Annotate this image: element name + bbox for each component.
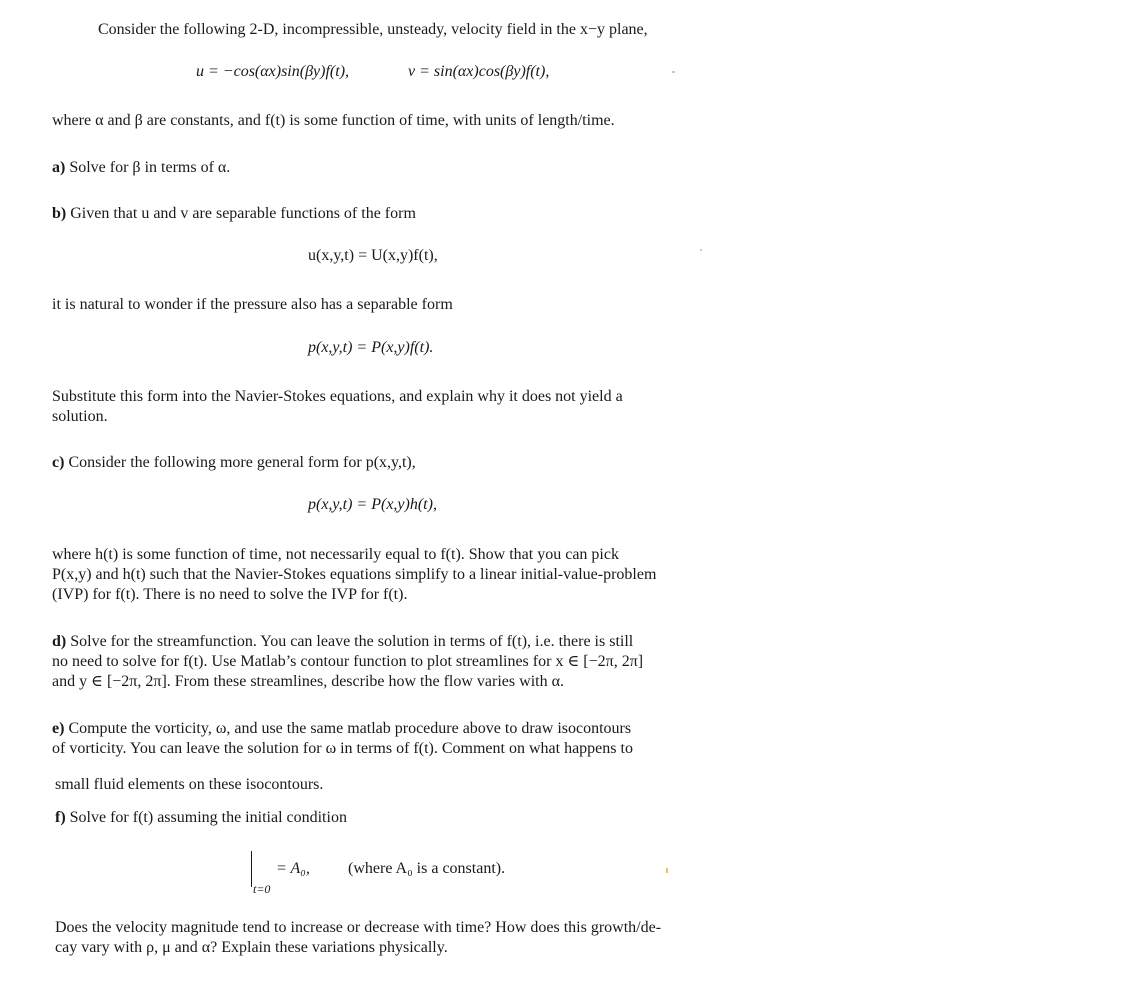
part-c-text: Consider the following more general form for p(x,y,t), [68,454,416,471]
part-a [52,158,230,178]
part-c-text-2-line-3: (IVP) for f(t). There is no need to solve the IVP for f(t). [52,586,408,603]
part-c [52,453,416,473]
equation-v: v = sin(αx)cos(βy)f(t), [408,63,550,80]
part-d-line-2: no need to solve for f(t). Use Matlab’s contour function to plot streamlines for x ∈ [−2π, 2π] [52,653,644,670]
part-e-line-3: small fluid elements on these isocontours. [55,776,324,793]
part-b-text-3-line-1: Substitute this form into the Navier-Stokes equations, and explain why it does not yield a [52,388,623,405]
part-d-line-1 [52,632,633,652]
initial-condition-note: (where A₀ is a constant). [348,860,506,877]
part-c-text-2-line-2: P(x,y) and h(t) such that the Navier-Stokes equations simplify to a linear initial-value-problem [52,566,657,583]
part-d-text-1: Solve for the streamfunction. You can leave the solution in terms of f(t), i.e. there is still [70,633,634,650]
evaluation-bar [251,851,252,887]
equation-separable-velocity: u(x,y,t) = U(x,y)f(t), [308,247,438,264]
part-b-text: Given that u and v are separable functions of the form [70,205,416,222]
part-b-label: b) [52,205,67,222]
part-f [55,808,347,828]
part-d-label: d) [52,633,67,650]
part-f-line-2: cay vary with ρ, μ and α? Explain these variations physically. [55,939,448,956]
scan-speck [672,71,675,73]
part-e-line-1 [52,719,631,739]
part-f-label: f) [55,809,66,826]
part-c-label: c) [52,454,65,471]
equation-general-pressure: p(x,y,t) = P(x,y)h(t), [308,496,437,513]
part-e-text-1: Compute the vorticity, ω, and use the same matlab procedure above to draw isocontours [68,720,632,737]
equation-u: u = −cos(αx)sin(βy)f(t), [196,63,350,80]
part-b-text-3-line-2: solution. [52,408,108,425]
part-e-label: e) [52,720,65,737]
part-e-line-2: of vorticity. You can leave the solution for ω in terms of f(t). Comment on what happens to [52,740,633,757]
initial-condition-rhs: = A₀, [276,860,310,877]
part-f-text: Solve for f(t) assuming the initial condition [69,809,347,826]
part-a-label: a) [52,159,66,176]
part-d-line-3: and y ∈ [−2π, 2π]. From these streamlines, describe how the flow varies with α. [52,673,564,690]
evaluation-subscript: t=0 [253,882,271,896]
part-b-text-2: it is natural to wonder if the pressure also has a separable form [52,296,453,313]
part-b [52,204,416,224]
part-a-text: Solve for β in terms of α. [69,159,231,176]
scan-speck [666,868,668,873]
part-c-text-2-line-1: where h(t) is some function of time, not necessarily equal to f(t). Show that you can pick [52,546,619,563]
equation-separable-pressure: p(x,y,t) = P(x,y)f(t). [308,339,434,356]
intro-line-2: where α and β are constants, and f(t) is some function of time, with units of length/time. [52,112,615,129]
part-f-line-1: Does the velocity magnitude tend to increase or decrease with time? How does this growth/de- [55,919,662,936]
intro-line-1: Consider the following 2-D, incompressible, unsteady, velocity field in the x−y plane, [98,21,648,38]
scan-speck [700,249,702,251]
